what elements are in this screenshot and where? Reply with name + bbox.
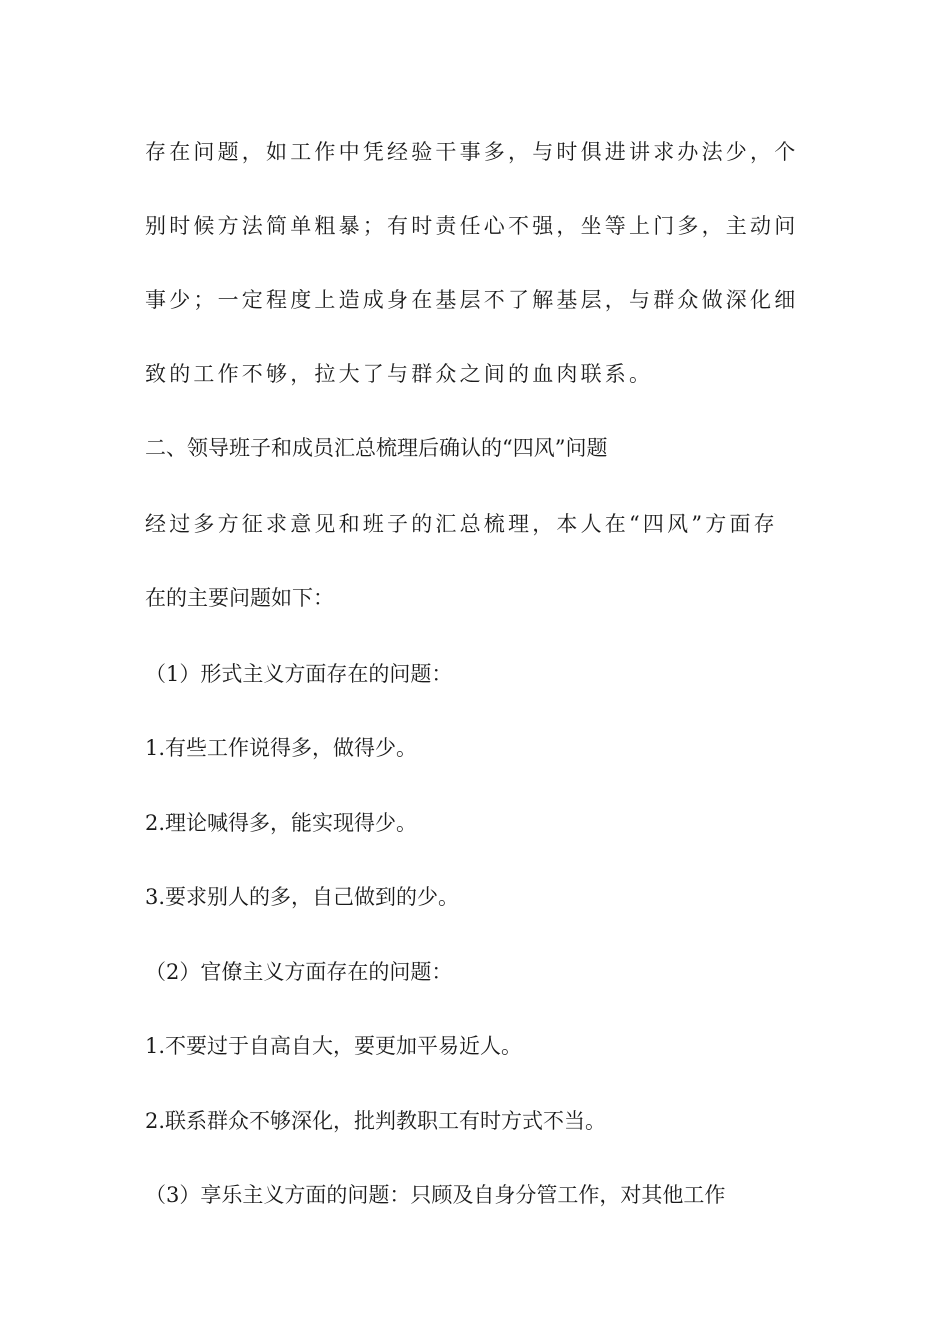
list-item: 1.不要过于自高自大，要更加平易近人。 [145,1034,523,1058]
paragraph-line-6: 在的主要问题如下： [145,586,334,610]
list-item: 1.有些工作说得多，做得少。 [145,736,418,760]
list-item: 2.理论喊得多，能实现得少。 [145,811,418,835]
subheading-formalism: （1）形式主义方面存在的问题： [145,662,453,686]
paragraph-line-3: 事少；一定程度上造成身在基层不了解基层，与群众做深化细 [145,288,799,312]
subheading-hedonism: （3）享乐主义方面的问题：只顾及自身分管工作，对其他工作 [145,1183,726,1207]
paragraph-line-4: 致的工作不够，拉大了与群众之间的血肉联系。 [145,362,654,386]
paragraph-line-5: 经过多方征求意见和班子的汇总梳理，本人在“四风”方面存 [145,512,778,536]
section-heading: 二、领导班子和成员汇总梳理后确认的“四风”问题 [145,436,608,460]
paragraph-line-2: 别时候方法简单粗暴；有时责任心不强，坐等上门多，主动问 [145,214,799,238]
paragraph-line-1: 存在问题，如工作中凭经验干事多，与时俱进讲求办法少，个 [145,140,799,164]
list-item: 3.要求别人的多，自己做到的少。 [145,885,460,909]
subheading-bureaucratism: （2）官僚主义方面存在的问题： [145,960,453,984]
list-item: 2.联系群众不够深化，批判教职工有时方式不当。 [145,1109,607,1133]
